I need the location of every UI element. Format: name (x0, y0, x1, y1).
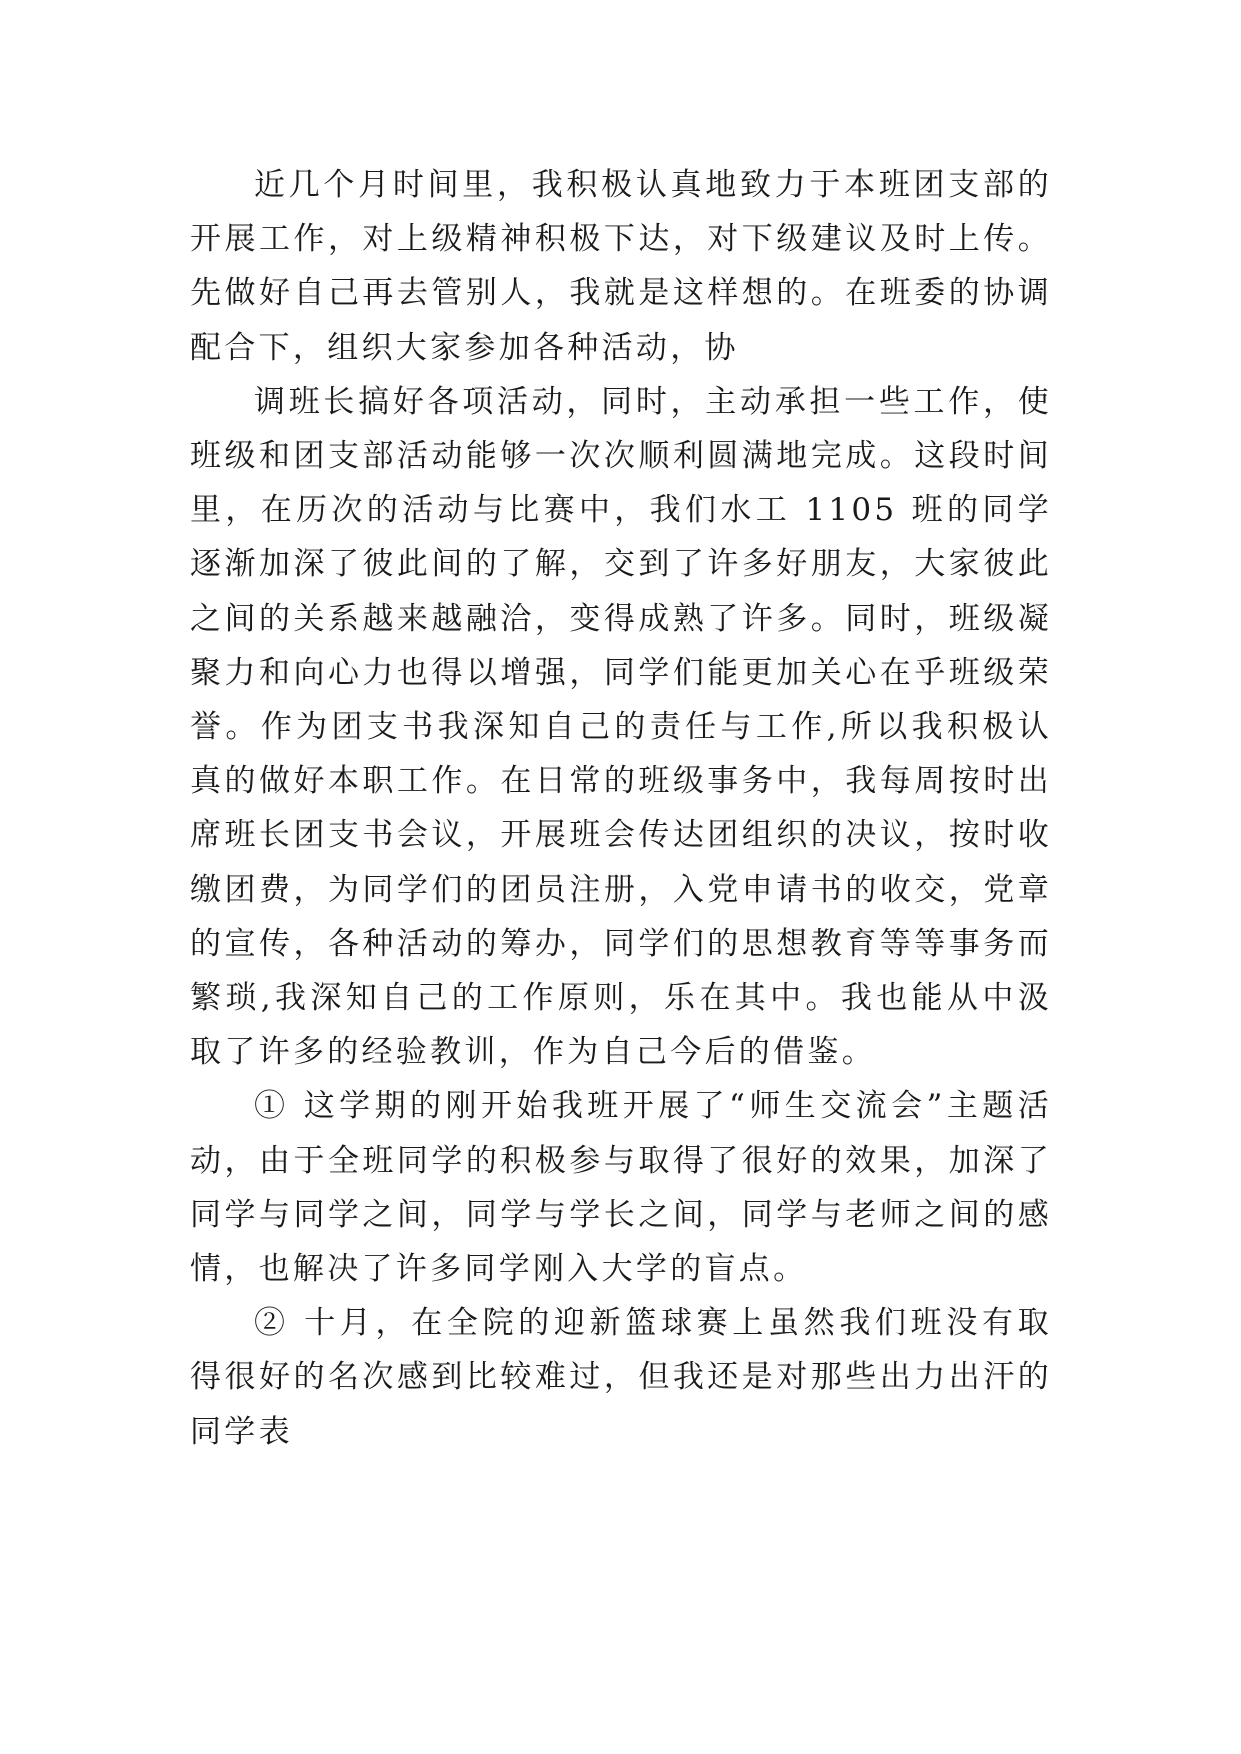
document-body (190, 158, 1052, 1459)
paragraph-3: ① 这学期的刚开始我班开展了“师生交流会”主题活动，由于全班同学的积极参与取得了很好的效果，加深了同学与同学之间，同学与学长之间，同学与老师之间的感情，也解决了许多同学刚入大学的盲点。 (190, 1088, 1052, 1288)
paragraph-2: 调班长搞好各项活动，同时，主动承担一些工作，使班级和团支部活动能够一次次顺利圆满地完成。这段时间里，在历次的活动与比赛中，我们水工 1105 班的同学逐渐加深了彼此间的了解，交到了许多好朋友，大家彼此之间的关系越来越融洽，变得成熟了许多。同时，班级凝聚力和向心力也得以增强，同学们能更加关心在乎班级荣誉。作为团支书我深知自己的责任与工作,所以我积极认真的做好本职工作。在日常的班级事务中，我每周按时出席班长团支书会议，开展班会传达团组织的决议，按时收缴团费，为同学们的团员注册，入党申请书的收交，党章的宣传，各种活动的筹办，同学们的思想教育等等事务而繁琐,我深知自己的工作原则，乐在其中。我也能从中汲取了许多的经验教训，作为自己今后的借鉴。 (190, 383, 1052, 1071)
paragraph-1: 近几个月时间里，我积极认真地致力于本班团支部的开展工作，对上级精神积极下达，对下级建议及时上传。先做好自己再去管别人，我就是这样想的。在班委的协调配合下，组织大家参加各种活动，协 (190, 167, 1052, 366)
paragraph-4: ② 十月，在全院的迎新篮球赛上虽然我们班没有取得很好的名次感到比较难过，但我还是对那些出力出汗的同学表 (190, 1305, 1052, 1450)
